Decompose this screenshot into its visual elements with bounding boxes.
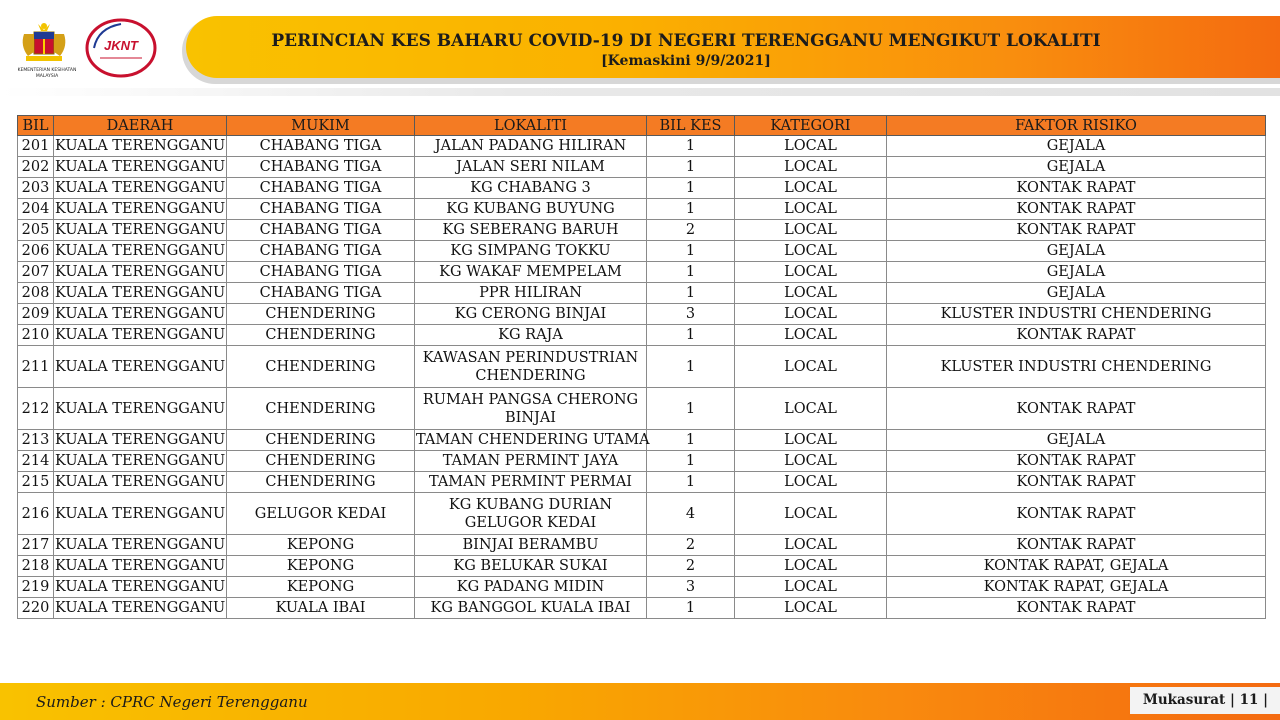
update-date: [Kemaskini 9/9/2021] (601, 53, 771, 69)
bil-kes-cell: 1 (647, 472, 735, 493)
kategori-cell: LOCAL (735, 556, 887, 577)
bil-cell: 211 (18, 346, 54, 388)
bil-kes-cell: 2 (647, 220, 735, 241)
column-header-daerah: DAERAH (54, 116, 227, 136)
lokaliti-cell: KG CERONG BINJAI (415, 304, 647, 325)
daerah-cell: KUALA TERENGGANU (54, 598, 227, 619)
daerah-cell: KUALA TERENGGANU (54, 472, 227, 493)
faktor-risiko-cell: KONTAK RAPAT (887, 598, 1266, 619)
lokaliti-cell: KG SEBERANG BARUH (415, 220, 647, 241)
lokaliti-cell: KAWASAN PERINDUSTRIAN CHENDERING (415, 346, 647, 388)
kategori-cell: LOCAL (735, 136, 887, 157)
table-row (18, 283, 1266, 304)
faktor-risiko-cell: GEJALA (887, 241, 1266, 262)
bil-cell: 220 (18, 598, 54, 619)
table-row (18, 493, 1266, 535)
table-row (18, 430, 1266, 451)
bil-cell: 209 (18, 304, 54, 325)
kategori-cell: LOCAL (735, 388, 887, 430)
kategori-cell: LOCAL (735, 472, 887, 493)
bil-cell: 201 (18, 136, 54, 157)
bil-kes-cell: 1 (647, 430, 735, 451)
table-header-row (18, 116, 1266, 136)
bil-kes-cell: 2 (647, 556, 735, 577)
mukim-cell: KEPONG (227, 556, 415, 577)
table-row (18, 241, 1266, 262)
daerah-cell: KUALA TERENGGANU (54, 262, 227, 283)
faktor-risiko-cell: KONTAK RAPAT, GEJALA (887, 556, 1266, 577)
table-body (18, 136, 1266, 619)
table-row (18, 598, 1266, 619)
kategori-cell: LOCAL (735, 199, 887, 220)
mukim-cell: CHENDERING (227, 346, 415, 388)
faktor-risiko-cell: GEJALA (887, 136, 1266, 157)
faktor-risiko-cell: KLUSTER INDUSTRI CHENDERING (887, 304, 1266, 325)
lokaliti-cell: KG KUBANG DURIAN GELUGOR KEDAI (415, 493, 647, 535)
daerah-cell: KUALA TERENGGANU (54, 241, 227, 262)
kategori-cell: LOCAL (735, 451, 887, 472)
bil-cell: 207 (18, 262, 54, 283)
faktor-risiko-cell: GEJALA (887, 283, 1266, 304)
mukim-cell: CHABANG TIGA (227, 157, 415, 178)
bil-kes-cell: 1 (647, 262, 735, 283)
lokaliti-cell: TAMAN PERMINT PERMAI (415, 472, 647, 493)
table-row (18, 262, 1266, 283)
daerah-cell: KUALA TERENGGANU (54, 178, 227, 199)
mukim-cell: CHENDERING (227, 430, 415, 451)
column-header-bil: BIL (18, 116, 54, 136)
daerah-cell: KUALA TERENGGANU (54, 556, 227, 577)
faktor-risiko-cell: KONTAK RAPAT (887, 388, 1266, 430)
table-row (18, 178, 1266, 199)
lokaliti-cell: TAMAN CHENDERING UTAMA (415, 430, 647, 451)
faktor-risiko-cell: KONTAK RAPAT, GEJALA (887, 577, 1266, 598)
mukim-cell: GELUGOR KEDAI (227, 493, 415, 535)
kategori-cell: LOCAL (735, 262, 887, 283)
crest-caption: KEMENTERIAN KESIHATAN MALAYSIA (17, 68, 77, 79)
faktor-risiko-cell: KONTAK RAPAT (887, 325, 1266, 346)
mukim-cell: CHABANG TIGA (227, 220, 415, 241)
daerah-cell: KUALA TERENGGANU (54, 493, 227, 535)
lokaliti-cell: JALAN SERI NILAM (415, 157, 647, 178)
jknt-logo-icon (84, 18, 158, 78)
table-row (18, 220, 1266, 241)
bil-cell: 216 (18, 493, 54, 535)
bil-kes-cell: 3 (647, 304, 735, 325)
moh-crest-icon (16, 20, 72, 68)
kategori-cell: LOCAL (735, 493, 887, 535)
bil-kes-cell: 1 (647, 157, 735, 178)
lokaliti-cell: KG SIMPANG TOKKU (415, 241, 647, 262)
bil-cell: 213 (18, 430, 54, 451)
faktor-risiko-cell: KONTAK RAPAT (887, 199, 1266, 220)
bil-cell: 217 (18, 535, 54, 556)
daerah-cell: KUALA TERENGGANU (54, 304, 227, 325)
lokaliti-cell: KG PADANG MIDIN (415, 577, 647, 598)
daerah-cell: KUALA TERENGGANU (54, 430, 227, 451)
bil-kes-cell: 1 (647, 136, 735, 157)
bil-cell: 204 (18, 199, 54, 220)
column-header-lokaliti: LOKALITI (415, 116, 647, 136)
bil-cell: 218 (18, 556, 54, 577)
bil-cell: 214 (18, 451, 54, 472)
mukim-cell: KEPONG (227, 577, 415, 598)
bil-cell: 215 (18, 472, 54, 493)
mukim-cell: CHABANG TIGA (227, 178, 415, 199)
lokaliti-cell: KG CHABANG 3 (415, 178, 647, 199)
mukim-cell: KEPONG (227, 535, 415, 556)
kategori-cell: LOCAL (735, 577, 887, 598)
bil-kes-cell: 1 (647, 241, 735, 262)
lokaliti-cell: KG RAJA (415, 325, 647, 346)
column-header-faktor-risiko: FAKTOR RISIKO (887, 116, 1266, 136)
faktor-risiko-cell: KONTAK RAPAT (887, 535, 1266, 556)
kategori-cell: LOCAL (735, 430, 887, 451)
bil-kes-cell: 2 (647, 535, 735, 556)
daerah-cell: KUALA TERENGGANU (54, 220, 227, 241)
logo-block (10, 14, 170, 84)
page-number: Mukasurat | 11 | (1130, 687, 1280, 714)
kategori-cell: LOCAL (735, 535, 887, 556)
mukim-cell: CHABANG TIGA (227, 262, 415, 283)
table-row (18, 556, 1266, 577)
table-row (18, 199, 1266, 220)
cases-table (17, 115, 1266, 619)
faktor-risiko-cell: KONTAK RAPAT (887, 178, 1266, 199)
table-row (18, 451, 1266, 472)
bil-kes-cell: 3 (647, 577, 735, 598)
bil-kes-cell: 1 (647, 283, 735, 304)
mukim-cell: KUALA IBAI (227, 598, 415, 619)
page-title: PERINCIAN KES BAHARU COVID-19 DI NEGERI TERENGGANU MENGIKUT LOKALITI (271, 31, 1101, 51)
mukim-cell: CHENDERING (227, 451, 415, 472)
kategori-cell: LOCAL (735, 346, 887, 388)
table-row (18, 346, 1266, 388)
daerah-cell: KUALA TERENGGANU (54, 451, 227, 472)
bil-kes-cell: 1 (647, 451, 735, 472)
lokaliti-cell: KG BELUKAR SUKAI (415, 556, 647, 577)
lokaliti-cell: JALAN PADANG HILIRAN (415, 136, 647, 157)
faktor-risiko-cell: KONTAK RAPAT (887, 451, 1266, 472)
mukim-cell: CHABANG TIGA (227, 241, 415, 262)
daerah-cell: KUALA TERENGGANU (54, 157, 227, 178)
faktor-risiko-cell: GEJALA (887, 262, 1266, 283)
bil-kes-cell: 1 (647, 178, 735, 199)
faktor-risiko-cell: KLUSTER INDUSTRI CHENDERING (887, 346, 1266, 388)
table-row (18, 136, 1266, 157)
lokaliti-cell: KG BANGGOL KUALA IBAI (415, 598, 647, 619)
bil-kes-cell: 1 (647, 199, 735, 220)
bil-kes-cell: 1 (647, 346, 735, 388)
bil-kes-cell: 1 (647, 388, 735, 430)
daerah-cell: KUALA TERENGGANU (54, 136, 227, 157)
daerah-cell: KUALA TERENGGANU (54, 283, 227, 304)
source-note: Sumber : CPRC Negeri Terengganu (36, 693, 308, 711)
daerah-cell: KUALA TERENGGANU (54, 577, 227, 598)
mukim-cell: CHABANG TIGA (227, 199, 415, 220)
bil-cell: 210 (18, 325, 54, 346)
mukim-cell: CHENDERING (227, 388, 415, 430)
kategori-cell: LOCAL (735, 304, 887, 325)
table-row (18, 304, 1266, 325)
faktor-risiko-cell: KONTAK RAPAT (887, 493, 1266, 535)
table-row (18, 577, 1266, 598)
kategori-cell: LOCAL (735, 157, 887, 178)
jknt-logo-text: JKNT (104, 38, 138, 53)
faktor-risiko-cell: GEJALA (887, 157, 1266, 178)
mukim-cell: CHENDERING (227, 472, 415, 493)
bil-cell: 212 (18, 388, 54, 430)
daerah-cell: KUALA TERENGGANU (54, 199, 227, 220)
mukim-cell: CHENDERING (227, 325, 415, 346)
bil-cell: 202 (18, 157, 54, 178)
daerah-cell: KUALA TERENGGANU (54, 388, 227, 430)
kategori-cell: LOCAL (735, 241, 887, 262)
lokaliti-cell: PPR HILIRAN (415, 283, 647, 304)
bil-kes-cell: 1 (647, 598, 735, 619)
kategori-cell: LOCAL (735, 178, 887, 199)
mukim-cell: CHABANG TIGA (227, 136, 415, 157)
table-row (18, 157, 1266, 178)
daerah-cell: KUALA TERENGGANU (54, 535, 227, 556)
bil-cell: 206 (18, 241, 54, 262)
bil-cell: 219 (18, 577, 54, 598)
column-header-mukim: MUKIM (227, 116, 415, 136)
table-row (18, 535, 1266, 556)
daerah-cell: KUALA TERENGGANU (54, 325, 227, 346)
bil-kes-cell: 4 (647, 493, 735, 535)
faktor-risiko-cell: KONTAK RAPAT (887, 472, 1266, 493)
column-header-kategori: KATEGORI (735, 116, 887, 136)
bil-cell: 203 (18, 178, 54, 199)
bil-kes-cell: 1 (647, 325, 735, 346)
lokaliti-cell: KG WAKAF MEMPELAM (415, 262, 647, 283)
table-row (18, 325, 1266, 346)
mukim-cell: CHABANG TIGA (227, 283, 415, 304)
lokaliti-cell: RUMAH PANGSA CHERONG BINJAI (415, 388, 647, 430)
column-header-bil-kes: BIL KES (647, 116, 735, 136)
kategori-cell: LOCAL (735, 220, 887, 241)
mukim-cell: CHENDERING (227, 304, 415, 325)
lokaliti-cell: BINJAI BERAMBU (415, 535, 647, 556)
kategori-cell: LOCAL (735, 325, 887, 346)
lokaliti-cell: TAMAN PERMINT JAYA (415, 451, 647, 472)
divider-stripe (0, 88, 1280, 96)
table-row (18, 388, 1266, 430)
bil-cell: 205 (18, 220, 54, 241)
faktor-risiko-cell: GEJALA (887, 430, 1266, 451)
faktor-risiko-cell: KONTAK RAPAT (887, 220, 1266, 241)
kategori-cell: LOCAL (735, 283, 887, 304)
kategori-cell: LOCAL (735, 598, 887, 619)
table-row (18, 472, 1266, 493)
daerah-cell: KUALA TERENGGANU (54, 346, 227, 388)
lokaliti-cell: KG KUBANG BUYUNG (415, 199, 647, 220)
bil-cell: 208 (18, 283, 54, 304)
